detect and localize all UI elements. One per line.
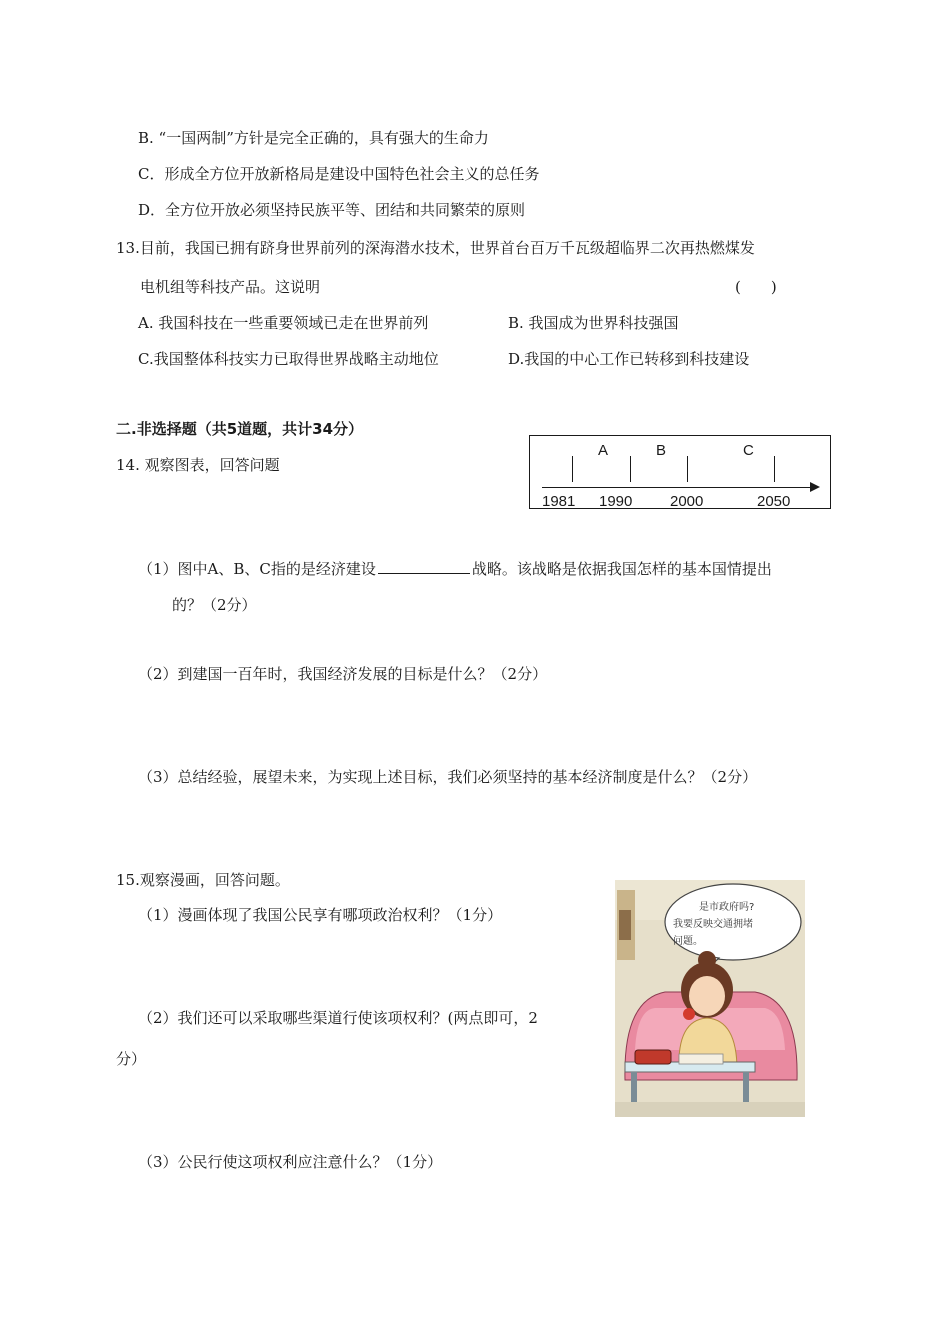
q12-option-b: B. “一国两制”方针是完全正确的，具有强大的生命力 bbox=[138, 129, 489, 147]
q15-sub2-line2: 分） bbox=[116, 1050, 147, 1068]
q13-option-b: B. 我国成为世界科技强国 bbox=[508, 314, 679, 332]
q13-stem-line2: 电机组等科技产品。这说明 bbox=[140, 278, 321, 296]
q14-sub1-line1 bbox=[138, 558, 772, 579]
q14-sub1-post: 战略。该战略是依据我国怎样的基本国情提出 bbox=[471, 560, 772, 578]
timeline-chart bbox=[529, 435, 831, 509]
q15-sub2-line1: （2）我们还可以采取哪些渠道行使该项权利？(两点即可，2 bbox=[138, 1009, 538, 1027]
timeline-year-2000: 2000 bbox=[670, 493, 704, 510]
q12-option-c: C．形成全方位开放新格局是建设中国特色社会主义的总任务 bbox=[138, 165, 540, 183]
cartoon-bubble-line3: 问题。 bbox=[673, 936, 703, 947]
section-2-title: 二.非选择题（共5道题，共计34分） bbox=[116, 420, 364, 438]
q13-stem-line1: 13.目前，我国已拥有跻身世界前列的深海潜水技术，世界首台百万千瓦级超临界二次再热燃煤发 bbox=[116, 239, 755, 257]
q12-option-d: D．全方位开放必须坚持民族平等、团结和共同繁荣的原则 bbox=[138, 201, 526, 219]
q15-sub1: （1）漫画体现了我国公民享有哪项政治权利？（1分） bbox=[138, 906, 503, 924]
q14-sub2: （2）到建国一百年时，我国经济发展的目标是什么？（2分） bbox=[138, 665, 548, 683]
timeline-tick-2050 bbox=[774, 456, 775, 482]
timeline-tick-1990 bbox=[630, 456, 631, 482]
timeline-tick-1981 bbox=[572, 456, 573, 482]
timeline-year-1990: 1990 bbox=[599, 493, 633, 510]
timeline-arrow-icon bbox=[810, 482, 820, 492]
timeline-year-2050: 2050 bbox=[757, 493, 791, 510]
q15-sub3: （3）公民行使这项权利应注意什么？（1分） bbox=[138, 1153, 443, 1171]
q13-option-d: D.我国的中心工作已转移到科技建设 bbox=[508, 350, 750, 368]
q13-option-a: A. 我国科技在一些重要领域已走在世界前列 bbox=[138, 314, 429, 332]
q14-sub1-pre: （1）图中A、B、C指的是经济建设 bbox=[138, 560, 376, 578]
q14-sub3: （3）总结经验，展望未来，为实现上述目标，我们必须坚持的基本经济制度是什么？（2分） bbox=[138, 768, 758, 786]
q14-stem: 14. 观察图表，回答问题 bbox=[116, 456, 280, 474]
cartoon-bubble-line2: 我要反映交通拥堵 bbox=[673, 919, 753, 930]
q14-answer-blank[interactable] bbox=[378, 559, 470, 574]
q13-option-c: C.我国整体科技实力已取得世界战略主动地位 bbox=[138, 350, 439, 368]
timeline-label-b: B bbox=[656, 442, 667, 459]
timeline-label-c: C bbox=[743, 442, 754, 459]
q13-answer-paren: ( ) bbox=[735, 278, 777, 296]
timeline-label-a: A bbox=[598, 442, 609, 459]
q15-stem: 15.观察漫画，回答问题。 bbox=[116, 871, 290, 889]
timeline-tick-2000 bbox=[687, 456, 688, 482]
q14-sub1-line2: 的？（2分） bbox=[172, 596, 257, 614]
timeline-year-1981: 1981 bbox=[542, 493, 576, 510]
cartoon-bubble-line1: 是市政府吗? bbox=[699, 902, 755, 913]
timeline-axis bbox=[542, 487, 814, 488]
cartoon-image bbox=[615, 880, 805, 1117]
